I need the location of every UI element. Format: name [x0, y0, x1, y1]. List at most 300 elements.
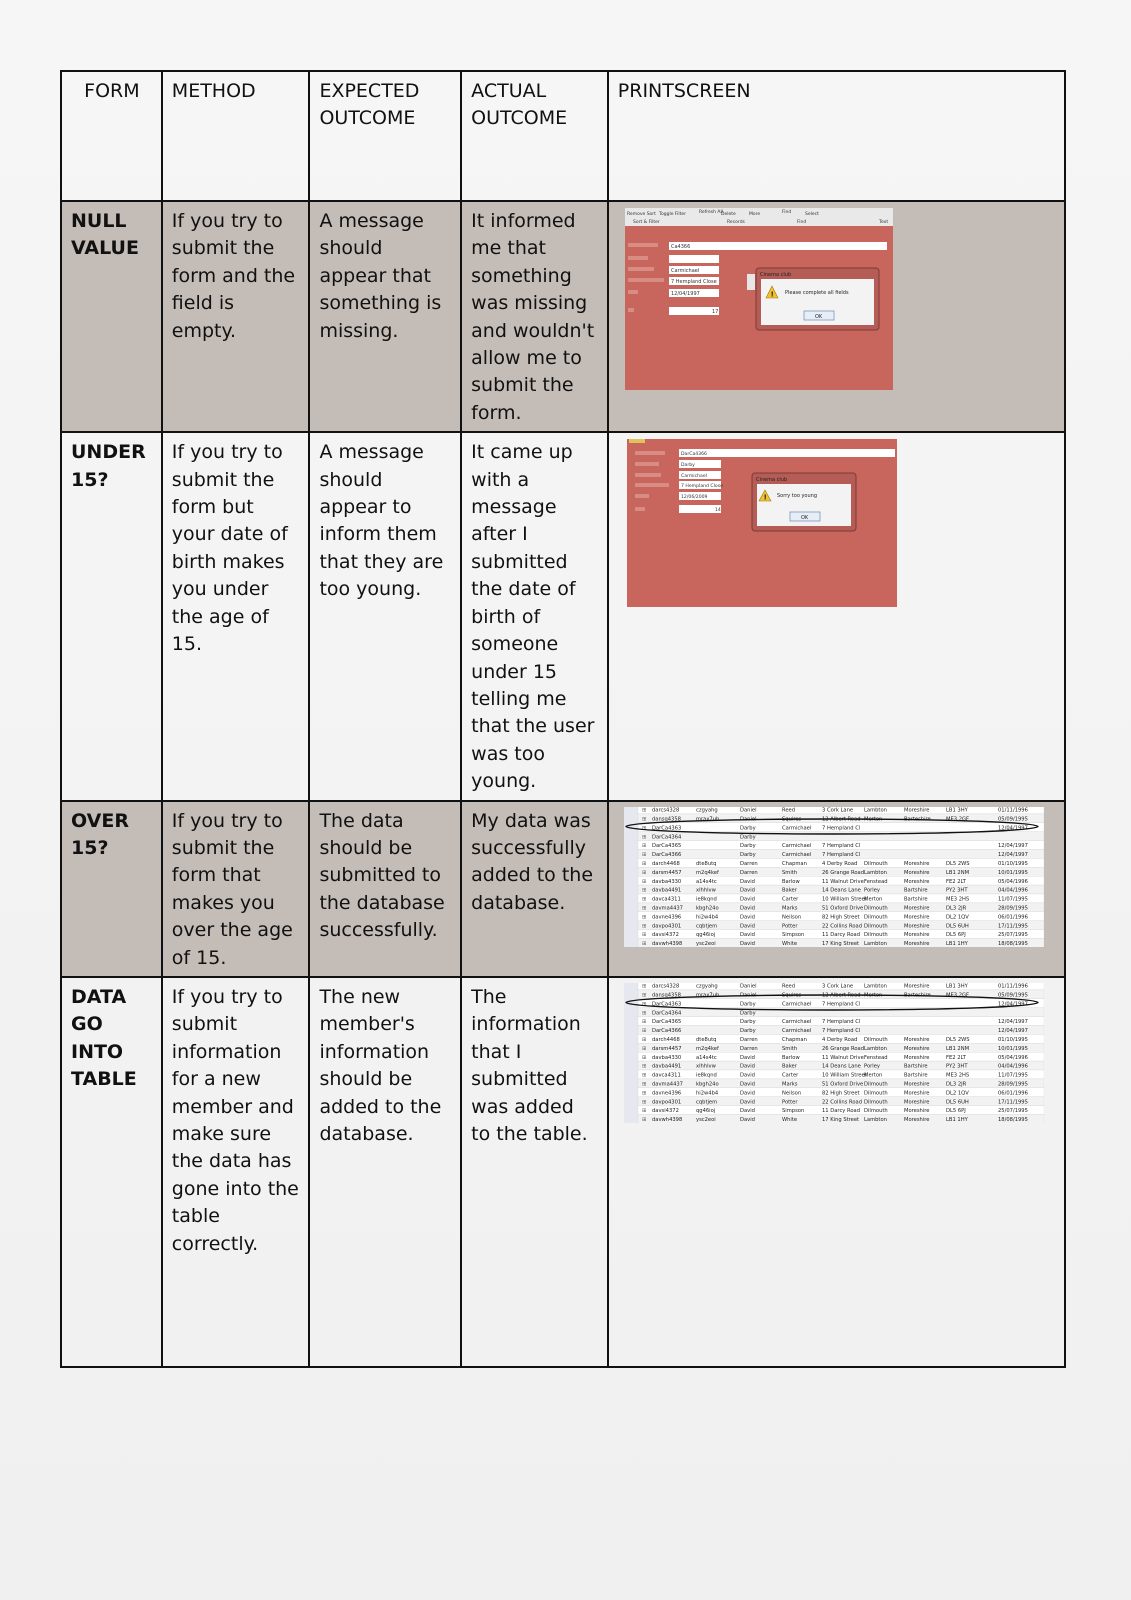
table-cell: Lambton	[863, 983, 887, 990]
dialog-message: Sorry too young	[776, 493, 817, 500]
table-cell: darch4468	[651, 860, 680, 867]
table-cell: Baker	[781, 1063, 797, 1070]
field-value: 7 Hempland Close	[670, 279, 717, 285]
header-printscreen: PRINTSCREEN	[608, 71, 1065, 201]
table-cell: DL5 6UH	[945, 1099, 969, 1106]
table-cell: dte8utq	[695, 1036, 717, 1043]
actual-cell: It came up with a message after I submitted the date of birth of someone under 15 telling me that the user was too young.	[461, 432, 608, 800]
table-cell: 17 King Street	[821, 940, 859, 947]
table-cell: 28/09/1995	[997, 1081, 1028, 1088]
table-cell: Bartshire	[903, 896, 928, 903]
table-cell: davsi4372	[651, 931, 679, 938]
table-cell: 11 Walnut Drive	[821, 878, 864, 885]
printscreen-cell	[608, 201, 1065, 432]
table-cell: David	[739, 922, 755, 929]
table-cell: Porley	[863, 1063, 880, 1070]
table-cell: hi2w4b4	[695, 913, 718, 920]
table-cell: Moreshire	[903, 878, 930, 885]
table-cell: David	[739, 1063, 755, 1070]
table-cell: Darren	[739, 1045, 758, 1052]
table-cell: DL2 1QV	[945, 913, 969, 920]
table-cell: Daniel	[739, 816, 757, 823]
ribbon-text: Text	[878, 220, 888, 225]
table-cell: 82 High Street	[821, 913, 860, 920]
table-cell: Moreshire	[903, 905, 930, 912]
expand-icon: ⊞	[641, 878, 646, 885]
over-15-table-screenshot	[624, 807, 1044, 947]
table-cell: 10 William Street	[821, 896, 867, 903]
table-cell: 12 Albert Road	[821, 992, 861, 999]
table-cell: 05/09/1995	[997, 816, 1028, 823]
table-cell: David	[739, 1054, 755, 1061]
table-cell: Carmichael	[781, 842, 812, 849]
table-cell: 18/08/1995	[997, 1117, 1028, 1123]
expand-icon: ⊞	[641, 983, 646, 990]
table-cell: 7 Hempland Cl	[821, 842, 861, 849]
table-cell: Darby	[739, 1010, 756, 1017]
expand-icon: ⊞	[641, 887, 646, 894]
field-value: 12/06/2009	[680, 495, 708, 501]
table-cell: Dilmouth	[863, 905, 888, 912]
expand-icon: ⊞	[641, 860, 646, 867]
table-cell: Porley	[863, 887, 880, 894]
table-cell: qg46ioj	[695, 1108, 716, 1115]
table-cell: kbgh24o	[695, 1081, 719, 1088]
ok-label: OK	[800, 515, 808, 522]
table-cell: Moreshire	[903, 860, 930, 867]
table-cell: David	[739, 905, 755, 912]
table-cell: LB1 1HY	[945, 940, 968, 947]
expand-icon: ⊞	[641, 896, 646, 903]
table-cell: Carmichael	[781, 1028, 812, 1035]
table-cell: Lambton	[863, 807, 887, 814]
table-cell: DL5 6UH	[945, 922, 969, 929]
table-cell: 01/10/1995	[997, 860, 1028, 867]
error-dialog	[752, 473, 856, 531]
table-cell: Darren	[739, 869, 758, 876]
table-cell: ie8kqnd	[695, 896, 717, 903]
table-cell: Reed	[781, 807, 795, 814]
table-cell: cqbtjem	[695, 922, 717, 929]
table-cell: David	[739, 1090, 755, 1097]
expand-icon: ⊞	[641, 1108, 646, 1115]
table-cell: Moreshire	[903, 1108, 930, 1115]
expand-icon: ⊞	[641, 992, 646, 999]
table-cell: ME3 2GF	[945, 816, 969, 823]
table-cell: PY2 3HT	[945, 887, 968, 894]
table-cell: 12/04/1997	[997, 851, 1028, 858]
table-cell: 17/11/1995	[997, 1099, 1028, 1106]
table-cell: davba4330	[651, 878, 681, 885]
table-cell: 26 Grange Road	[821, 869, 864, 876]
table-cell: 10/01/1995	[997, 869, 1028, 876]
ribbon-text: Sort & Filter	[632, 220, 660, 225]
table-cell: David	[739, 1108, 755, 1115]
table-cell: White	[781, 1117, 797, 1123]
expand-icon: ⊞	[641, 851, 646, 858]
table-cell: 17 King Street	[821, 1117, 859, 1123]
table-cell: Squires	[781, 992, 802, 999]
expand-icon: ⊞	[641, 931, 646, 938]
table-cell: 11/07/1995	[997, 896, 1028, 903]
table-cell: Moreshire	[903, 1117, 930, 1123]
expand-icon: ⊞	[641, 824, 646, 831]
table-cell: Fenstead	[863, 1054, 888, 1061]
table-cell: 11 Walnut Drive	[821, 1054, 864, 1061]
table-cell: David	[739, 1099, 755, 1106]
table-cell: Dilmouth	[863, 931, 888, 938]
table-cell: 10/01/1995	[997, 1045, 1028, 1052]
table-cell: 28/09/1995	[997, 905, 1028, 912]
actual-cell: The information that I submitted was added to the table.	[461, 977, 608, 1367]
table-cell: 17/11/1995	[997, 922, 1028, 929]
table-cell: davma4437	[651, 1081, 683, 1088]
table-cell: LB1 1HY	[945, 1117, 968, 1123]
expand-icon: ⊞	[641, 1028, 646, 1035]
table-cell: 11 Darcy Road	[821, 931, 860, 938]
table-cell: 05/04/1996	[997, 1054, 1028, 1061]
table-cell: DarCa4363	[651, 1001, 682, 1008]
table-cell: davne4396	[651, 913, 682, 920]
field-value: 17	[711, 309, 719, 315]
test-table	[60, 70, 1066, 1368]
row-null-value	[61, 201, 1065, 432]
table-cell: Carmichael	[781, 1001, 812, 1008]
expand-icon: ⊞	[641, 1081, 646, 1088]
form-cell: DATA GO INTO TABLE	[61, 977, 162, 1367]
field-value: 12/04/1997	[670, 291, 700, 297]
table-cell: 05/04/1996	[997, 878, 1028, 885]
table-cell: Darby	[739, 851, 756, 858]
table-cell: Smith	[781, 869, 797, 876]
table-cell: Moreshire	[903, 1045, 930, 1052]
table-cell: DL5 2WS	[945, 860, 970, 867]
expand-icon: ⊞	[641, 807, 646, 814]
table-cell: Moreshire	[903, 807, 930, 814]
table-cell: darcs4328	[651, 983, 680, 990]
table-cell: davca4311	[651, 1072, 681, 1079]
table-cell: LB1 3HY	[945, 983, 968, 990]
table-cell: 12/04/1997	[997, 1019, 1028, 1026]
table-cell: Smith	[781, 1045, 797, 1052]
form-cell: UNDER 15?	[61, 432, 162, 800]
table-cell: 12/04/1997	[997, 824, 1028, 831]
table-cell: DL5 2WS	[945, 1036, 970, 1043]
table-cell: davba4491	[651, 887, 681, 894]
table-cell: davwh4398	[651, 1117, 683, 1123]
table-cell: 11/07/1995	[997, 1072, 1028, 1079]
table-cell: David	[739, 913, 755, 920]
table-cell: davwh4398	[651, 940, 683, 947]
table-cell: a14s4tc	[695, 878, 717, 885]
dialog-title: Cinema club	[755, 477, 787, 484]
table-cell: 14 Deans Lane	[821, 887, 861, 894]
row-over-15	[61, 801, 1065, 977]
table-cell: 82 High Street	[821, 1090, 860, 1097]
table-cell: 05/09/1995	[997, 992, 1028, 999]
table-cell: xlhhlvw	[695, 887, 716, 894]
table-cell: Dilmouth	[863, 1081, 888, 1088]
table-cell: Potter	[781, 922, 798, 929]
table-cell: 06/01/1996	[997, 913, 1028, 920]
table-cell: Merton	[863, 816, 883, 823]
table-cell: kbgh24o	[695, 905, 719, 912]
field-value: 7 Hempland Close	[680, 484, 723, 490]
table-cell: Daniel	[739, 807, 757, 814]
table-cell: ie8kqnd	[695, 1072, 717, 1079]
table-cell: Moreshire	[903, 913, 930, 920]
expand-icon: ⊞	[641, 905, 646, 912]
table-cell: FE2 2LT	[945, 1054, 966, 1061]
table-cell: DL3 2JR	[945, 1081, 967, 1088]
table-cell: Moreshire	[903, 1099, 930, 1106]
table-cell: Simpson	[781, 1108, 805, 1115]
table-cell: czgyahg	[695, 983, 718, 990]
table-cell: Bartshire	[903, 1063, 928, 1070]
expand-icon: ⊞	[641, 1063, 646, 1070]
method-cell: If you try to submit the form and the field is empty.	[162, 201, 310, 432]
table-cell: Dilmouth	[863, 1099, 888, 1106]
actual-cell: My data was successfully added to the database.	[461, 801, 608, 977]
under-15-screenshot	[627, 439, 897, 607]
table-cell: Daniel	[739, 992, 757, 999]
header-actual: ACTUAL OUTCOME	[461, 71, 608, 201]
expand-icon: ⊞	[641, 913, 646, 920]
table-cell: Simpson	[781, 931, 805, 938]
table-cell: David	[739, 896, 755, 903]
header-row	[61, 71, 1065, 201]
table-cell: David	[739, 1081, 755, 1088]
table-cell: DarCa4363	[651, 824, 682, 831]
table-cell: Chapman	[781, 860, 807, 867]
table-cell: 51 Oxford Drive	[821, 905, 863, 912]
table-cell: dansq4358	[651, 992, 681, 999]
table-cell: David	[739, 931, 755, 938]
table-cell: Carmichael	[781, 824, 812, 831]
table-cell: 22 Collins Road	[821, 1099, 862, 1106]
table-cell: 4 Derby Road	[821, 860, 858, 867]
table-cell: LB1 2NM	[945, 1045, 969, 1052]
table-cell: ME3 2HS	[945, 1072, 969, 1079]
table-cell: 7 Hempland Cl	[821, 1028, 861, 1035]
table-cell: hi2w4b4	[695, 1090, 718, 1097]
table-cell: xlhhlvw	[695, 1063, 716, 1070]
table-cell: 04/04/1996	[997, 887, 1028, 894]
table-cell: Darby	[739, 1028, 756, 1035]
table-cell: Barlow	[781, 1054, 800, 1061]
table-cell: David	[739, 878, 755, 885]
table-cell: ME3 2HS	[945, 896, 969, 903]
table-cell: DarCa4366	[651, 1028, 682, 1035]
table-cell: 12 Albert Road	[821, 816, 861, 823]
table-cell: 14 Deans Lane	[821, 1063, 861, 1070]
ribbon-text: Records	[726, 220, 745, 225]
method-cell: If you try to submit the form that makes you over the age of 15.	[162, 801, 310, 977]
ribbon-text: More	[748, 212, 760, 217]
table-cell: 25/07/1995	[997, 1108, 1028, 1115]
ribbon-text: Select	[804, 212, 819, 217]
field-value: 14	[714, 508, 721, 514]
header-expected: EXPECTED OUTCOME	[309, 71, 461, 201]
ribbon-text: Find	[796, 220, 807, 225]
field-value: Carmichael	[680, 474, 707, 480]
table-cell: Chapman	[781, 1036, 807, 1043]
expand-icon: ⊞	[641, 1099, 646, 1106]
table-cell: Dilmouth	[863, 1090, 888, 1097]
header-form: FORM	[61, 71, 162, 201]
table-cell: davne4396	[651, 1090, 682, 1097]
table-cell: 01/11/1996	[997, 983, 1028, 990]
row-under-15	[61, 432, 1065, 800]
table-cell: darsm4457	[651, 1045, 682, 1052]
table-cell: David	[739, 940, 755, 947]
table-cell: davba4491	[651, 1063, 681, 1070]
field-value: DarCa4366	[680, 452, 707, 458]
table-cell: FE2 2LT	[945, 878, 966, 885]
header-method: METHOD	[162, 71, 310, 201]
printscreen-cell	[608, 801, 1065, 977]
table-cell: Darren	[739, 860, 758, 867]
table-cell: David	[739, 1072, 755, 1079]
table-cell: Carmichael	[781, 1019, 812, 1026]
table-cell: Moreshire	[903, 1081, 930, 1088]
table-cell: Moreshire	[903, 869, 930, 876]
table-cell: m2q4kef	[695, 1045, 719, 1052]
table-cell: 12/04/1997	[997, 1028, 1028, 1035]
table-cell: darsm4457	[651, 869, 682, 876]
table-cell: 7 Hempland Cl	[821, 1019, 861, 1026]
table-cell: DL3 2JR	[945, 905, 967, 912]
table-cell: 06/01/1996	[997, 1090, 1028, 1097]
table-cell: Bartshire	[903, 887, 928, 894]
expected-cell: The data should be submitted to the database successfully.	[309, 801, 461, 977]
table-cell: 11 Darcy Road	[821, 1108, 860, 1115]
ok-label: OK	[814, 314, 822, 320]
table-cell: Darby	[739, 842, 756, 849]
table-cell: Moreshire	[903, 983, 930, 990]
table-cell: Dilmouth	[863, 913, 888, 920]
table-cell: 26 Grange Road	[821, 1045, 864, 1052]
table-cell: ysc2eoi	[695, 940, 716, 947]
table-cell: Barlow	[781, 878, 800, 885]
actual-cell: It informed me that something was missing and wouldn't allow me to submit the form.	[461, 201, 608, 432]
into-table-screenshot	[624, 983, 1044, 1123]
table-cell: Lambton	[863, 1045, 887, 1052]
table-cell: qg46ioj	[695, 931, 716, 938]
field-value: Carmichael	[670, 268, 700, 274]
table-cell: David	[739, 1117, 755, 1123]
field-value: Darby	[680, 463, 695, 469]
table-cell: a14s4tc	[695, 1054, 717, 1061]
table-cell: Dilmouth	[863, 1036, 888, 1043]
table-cell: DL2 1QV	[945, 1090, 969, 1097]
table-cell: DarCa4365	[651, 1019, 682, 1026]
table-cell: 12/04/1997	[997, 1001, 1028, 1008]
table-cell: 12/04/1997	[997, 842, 1028, 849]
table-cell: Carter	[781, 896, 799, 903]
table-cell: Darby	[739, 1019, 756, 1026]
table-cell: 04/04/1996	[997, 1063, 1028, 1070]
expand-icon: ⊞	[641, 1072, 646, 1079]
table-cell: Reed	[781, 983, 795, 990]
table-cell: David	[739, 887, 755, 894]
table-cell: 10 William Street	[821, 1072, 867, 1079]
table-cell: LB1 3HY	[945, 807, 968, 814]
ribbon-text: Delete	[720, 212, 736, 217]
table-cell: Barteshire	[903, 992, 931, 999]
table-cell: 3 Cork Lane	[821, 807, 853, 814]
table-cell: 7 Hempland Cl	[821, 824, 861, 831]
expand-icon: ⊞	[641, 1054, 646, 1061]
table-cell: ME3 2GF	[945, 992, 969, 999]
expand-icon: ⊞	[641, 1010, 646, 1017]
ribbon-text: Find	[781, 210, 792, 215]
table-cell: DL5 6PJ	[945, 931, 966, 938]
table-cell: Merton	[863, 1072, 883, 1079]
table-cell: Carter	[781, 1072, 799, 1079]
table-cell: davpo4301	[651, 922, 681, 929]
table-cell: m2q4kef	[695, 869, 719, 876]
table-cell: Lambton	[863, 1117, 887, 1123]
table-cell: Bartshire	[903, 1072, 928, 1079]
expected-cell: A message should appear to inform them that they are too young.	[309, 432, 461, 800]
ribbon-text: Remove Sort	[626, 212, 656, 217]
table-cell: Merton	[863, 992, 883, 999]
table-cell: darch4468	[651, 1036, 680, 1043]
table-cell: Carmichael	[781, 851, 812, 858]
expand-icon: ⊞	[641, 1001, 646, 1008]
table-cell: davca4311	[651, 896, 681, 903]
field-value: Ca4366	[670, 244, 691, 250]
expand-icon: ⊞	[641, 922, 646, 929]
table-cell: Darby	[739, 1001, 756, 1008]
table-cell: 25/07/1995	[997, 931, 1028, 938]
dialog-message: Please complete all fields	[784, 290, 849, 296]
table-row	[638, 831, 1044, 840]
table-cell: 01/10/1995	[997, 1036, 1028, 1043]
expand-icon: ⊞	[641, 1036, 646, 1043]
expand-icon: ⊞	[641, 1019, 646, 1026]
table-cell: DarCa4364	[651, 833, 682, 840]
table-cell: Moreshire	[903, 931, 930, 938]
form-cell: NULL VALUE	[61, 201, 162, 432]
svg-text:!: !	[770, 290, 774, 299]
table-cell: Potter	[781, 1099, 798, 1106]
dialog-title: Cinema club	[759, 272, 791, 278]
printscreen-cell	[608, 977, 1065, 1367]
table-cell: Moreshire	[903, 922, 930, 929]
table-cell: Neilson	[781, 913, 801, 920]
table-cell: czgyahg	[695, 807, 718, 814]
expand-icon: ⊞	[641, 1045, 646, 1052]
table-cell: 51 Oxford Drive	[821, 1081, 863, 1088]
table-cell: davsi4372	[651, 1108, 679, 1115]
table-cell: darcs4328	[651, 807, 680, 814]
table-cell: DarCa4365	[651, 842, 682, 849]
error-dialog	[756, 268, 879, 330]
table-cell: Marks	[781, 1081, 798, 1088]
table-cell: Fenstead	[863, 878, 888, 885]
table-cell: Daniel	[739, 983, 757, 990]
printscreen-cell	[608, 432, 1065, 800]
expand-icon: ⊞	[641, 940, 646, 947]
table-cell: DL5 6PJ	[945, 1108, 966, 1115]
expand-icon: ⊞	[641, 1117, 646, 1123]
table-cell: DarCa4366	[651, 851, 682, 858]
table-cell: 3 Cork Lane	[821, 983, 853, 990]
table-cell: 18/08/1995	[997, 940, 1028, 947]
table-cell: Marks	[781, 905, 798, 912]
